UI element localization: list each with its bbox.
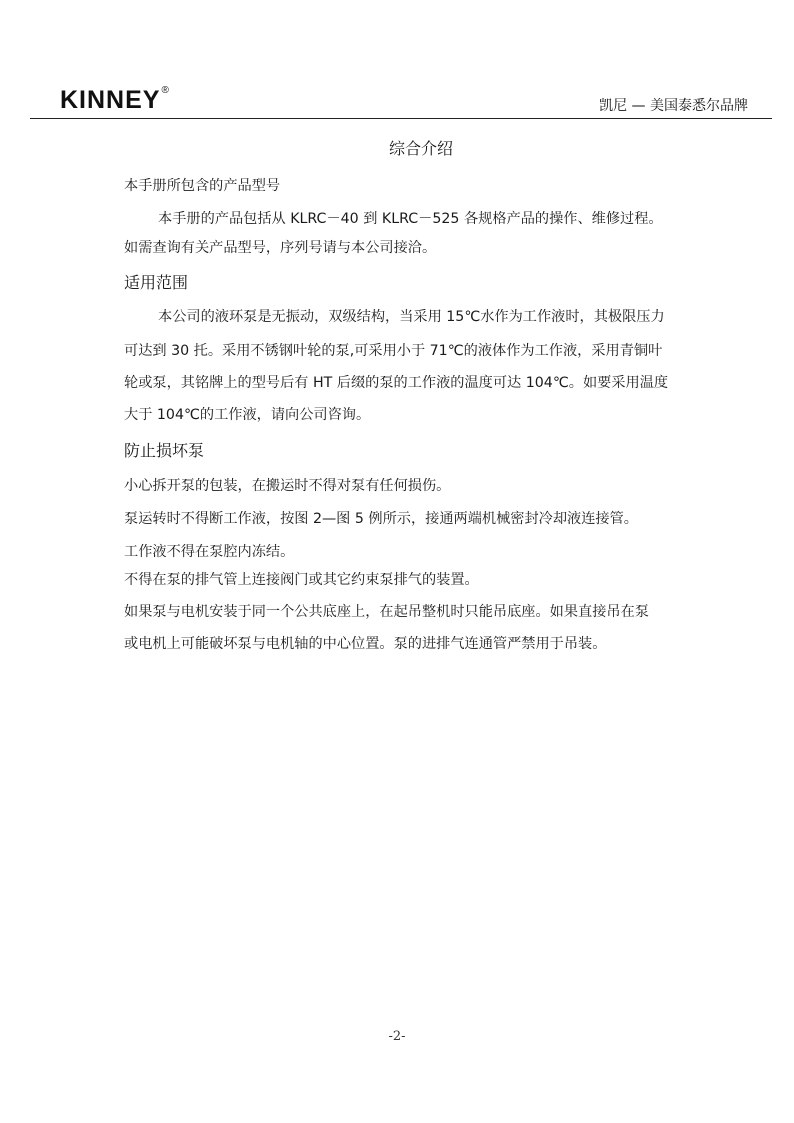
page-number: -2- (388, 1029, 406, 1044)
logo-text: KINNEY (60, 86, 161, 114)
paragraph-line: 或电机上可能破坏泵与电机轴的中心位置。泵的进排气连通管严禁用于吊装。 (124, 636, 607, 652)
paragraph-line: 大于 104℃的工作液，请向公司咨询。 (124, 407, 371, 423)
paragraph-line: 工作液不得在泵腔内冻结。 (124, 544, 295, 560)
registered-mark: ® (161, 84, 170, 96)
paragraph-line: 本手册的产品包括从 KLRC－40 到 KLRC－525 各规格产品的操作、维修过程。 (158, 211, 663, 227)
paragraph-line: 如果泵与电机安装于同一个公共底座上，在起吊整机时只能吊底座。如果直接吊在泵 (124, 604, 649, 620)
paragraph-line: 如需查询有关产品型号，序列号请与本公司接洽。 (124, 240, 437, 256)
paragraph-line: 轮或泵，其铭牌上的型号后有 HT 后缀的泵的工作液的温度可达 104℃。如要采用温度 (124, 375, 669, 391)
paragraph-line: 本公司的液环泵是无振动，双级结构，当采用 15℃水作为工作液时，其极限压力 (158, 309, 665, 325)
paragraph-line: 泵运转时不得断工作液，按图 2—图 5 例所示，接通两端机械密封冷却液连接管。 (124, 511, 638, 527)
page-header (0, 0, 794, 120)
header-rule (30, 118, 772, 119)
paragraph-line: 小心拆开泵的包装，在搬运时不得对泵有任何损伤。 (124, 478, 451, 494)
page-title: 综合介绍 (389, 139, 454, 158)
section-heading-models: 本手册所包含的产品型号 (124, 178, 281, 194)
kinney-logo (60, 86, 170, 115)
paragraph-line: 不得在泵的排气管上连接阀门或其它约束泵排气的装置。 (124, 572, 479, 588)
brand-note: 凯尼 — 美国泰悉尔品牌 (599, 98, 748, 114)
paragraph-line: 可达到 30 托。采用不锈钢叶轮的泵,可采用小于 71℃的液体作为工作液，采用青铜叶 (124, 343, 663, 359)
section-heading-damage: 防止损坏泵 (124, 441, 205, 460)
section-heading-scope: 适用范围 (124, 273, 189, 292)
